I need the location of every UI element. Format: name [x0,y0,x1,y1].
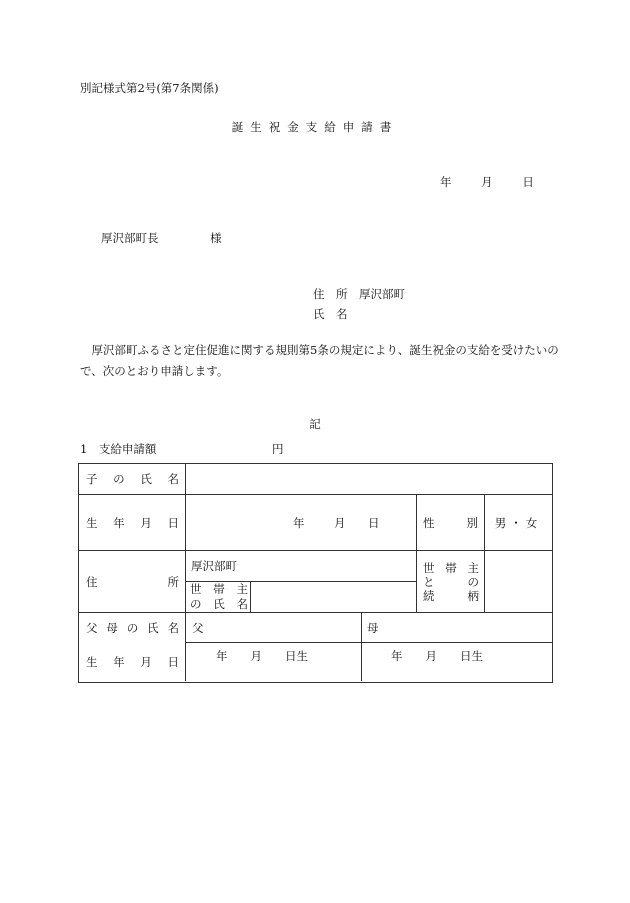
document-title: 誕生祝金支給申請書 [231,120,399,134]
child-name-label: 子 の 氏 名 [86,472,179,486]
date-month-label: 月 [481,175,493,189]
date-year-label: 年 [440,175,452,189]
sex-label: 性 別 [423,515,478,530]
householder-name-field[interactable] [251,582,416,612]
amount-unit: 円 [271,442,284,456]
address-field[interactable]: 厚沢部町 [191,559,237,573]
addressee-name: 厚沢部町長 [101,231,159,245]
body-text: 厚沢部町ふるさと定住促進に関する規則第5条の規定により、誕生祝金の支給を受けたいので、次のとおり申請します。 [80,343,559,378]
parents-name-label: 父 母 の 氏 名 [86,620,179,635]
sex-options[interactable]: 男・女 [494,515,542,530]
applicant-address-label: 住 所 [313,287,348,301]
applicant-address-value: 厚沢部町 [359,287,405,301]
mother-birthdate-text: 年 月 日生 [391,649,483,663]
amount-line [80,441,283,457]
birthdate-label: 生 年 月 日 [86,515,179,530]
householder-name-label: 世 帯 主 の 氏 名 [190,582,248,611]
mother-label: 母 [367,620,379,635]
applicant-name-label: 氏 名 [313,307,348,321]
birthdate-day: 日 [368,515,380,530]
date-line [440,174,534,190]
ki-heading: 記 [309,417,321,431]
form-reference: 別記様式第2号(第7条関係) [80,81,219,95]
father-label: 父 [192,620,204,635]
date-day-label: 日 [522,175,534,189]
mother-birthdate-field[interactable] [362,643,551,669]
address-label: 住 所 [86,574,179,589]
addressee-honorific: 様 [210,231,222,245]
relation-field[interactable] [485,551,551,612]
amount-label: 1 支給申請額 [80,442,157,456]
father-birthdate-text: 年 月 日生 [216,649,308,663]
birthdate-field[interactable] [186,495,416,550]
child-name-field[interactable] [186,464,551,494]
column-divider [416,495,417,612]
addressee [101,230,222,246]
parents-birthdate-label: 生 年 月 日 [86,655,179,669]
father-name-field[interactable] [192,613,360,642]
birthdate-month: 月 [334,515,346,530]
mother-name-field[interactable] [367,613,551,642]
applicant-name [313,306,359,322]
applicant-address [313,286,405,302]
birthdate-year: 年 [293,515,305,530]
relation-label: 世 帯 主 と の 続 柄 [423,560,479,603]
father-birthdate-field[interactable] [186,643,361,669]
